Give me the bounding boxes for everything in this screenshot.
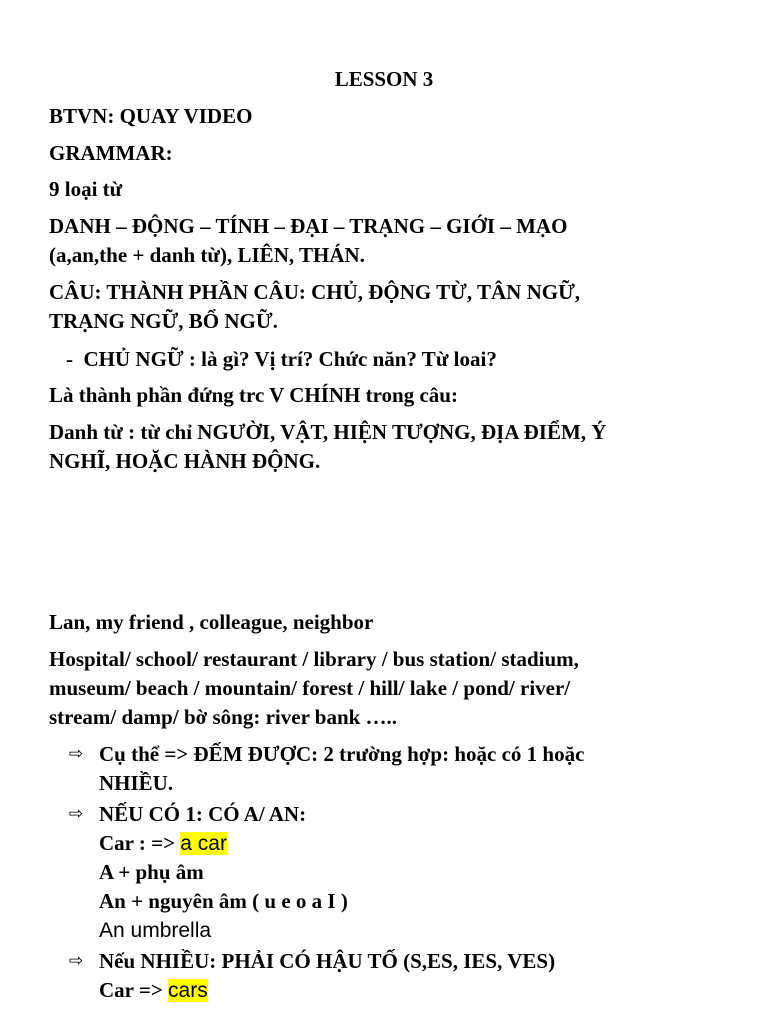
subject-question-text: CHỦ NGỮ : là gì? Vị trí? Chức năn? Từ loai? <box>83 347 497 371</box>
homework-line: BTVN: QUAY VIDEO <box>49 104 253 128</box>
places-line-1: Hospital/ school/ restaurant / library / bus station/ stadium, <box>49 647 579 671</box>
an-umbrella-example: An umbrella <box>99 919 212 942</box>
parts-of-speech-line-1: DANH – ĐỘNG – TÍNH – ĐẠI – TRẠNG – GIỚI – MẠO <box>49 214 568 238</box>
highlighted-cars: cars <box>168 979 208 1002</box>
rule-a-consonant: A + phụ âm <box>99 860 204 884</box>
people-examples: Lan, my friend , colleague, neighbor <box>49 610 374 634</box>
page-title: LESSON 3 <box>334 67 434 91</box>
word-types-line: 9 loại từ <box>49 177 123 201</box>
arrow-icon: ⇨ <box>68 804 84 824</box>
noun-definition-line-1: Danh từ : từ chỉ NGƯỜI, VẬT, HIỆN TƯỢNG, ĐỊA ĐIỂM, Ý <box>49 420 607 444</box>
bullet-plural-heading: Nếu NHIỀU: PHẢI CÓ HẬU TỐ (S,ES, IES, VES) <box>99 949 556 973</box>
places-line-3: stream/ damp/ bờ sông: river bank ….. <box>49 705 398 729</box>
noun-definition-line-2: NGHĨ, HOẶC HÀNH ĐỘNG. <box>49 449 321 473</box>
highlighted-a-car: a car <box>180 832 227 855</box>
dash-marker: - <box>66 347 73 371</box>
rule-an-vowel: An + nguyên âm ( u e o a I ) <box>99 889 348 913</box>
bullet-countable-line-1: Cụ thể => ĐẾM ĐƯỢC: 2 trường hợp: hoặc có 1 hoặc <box>99 742 585 766</box>
car-prefix: Car => <box>99 978 169 1002</box>
sentence-components-line-2: TRẠNG NGỮ, BỔ NGỮ. <box>49 309 278 333</box>
car-prefix: Car : => <box>99 831 181 855</box>
singular-car-example <box>99 829 227 858</box>
parts-of-speech-line-2: (a,an,the + danh từ), LIÊN, THÁN. <box>49 243 365 267</box>
arrow-icon: ⇨ <box>68 951 84 971</box>
plural-car-example <box>99 976 208 1005</box>
grammar-heading: GRAMMAR: <box>49 141 173 165</box>
subject-definition: Là thành phần đứng trc V CHÍNH trong câu: <box>49 383 458 407</box>
subject-question-item <box>66 345 497 374</box>
sentence-components-line-1: CÂU: THÀNH PHẦN CÂU: CHỦ, ĐỘNG TỪ, TÂN NGỮ, <box>49 280 581 304</box>
arrow-icon: ⇨ <box>68 744 84 764</box>
bullet-countable-line-2: NHIỀU. <box>99 771 174 795</box>
bullet-singular-heading: NẾU CÓ 1: CÓ A/ AN: <box>99 802 307 826</box>
places-line-2: museum/ beach / mountain/ forest / hill/ lake / pond/ river/ <box>49 676 571 700</box>
